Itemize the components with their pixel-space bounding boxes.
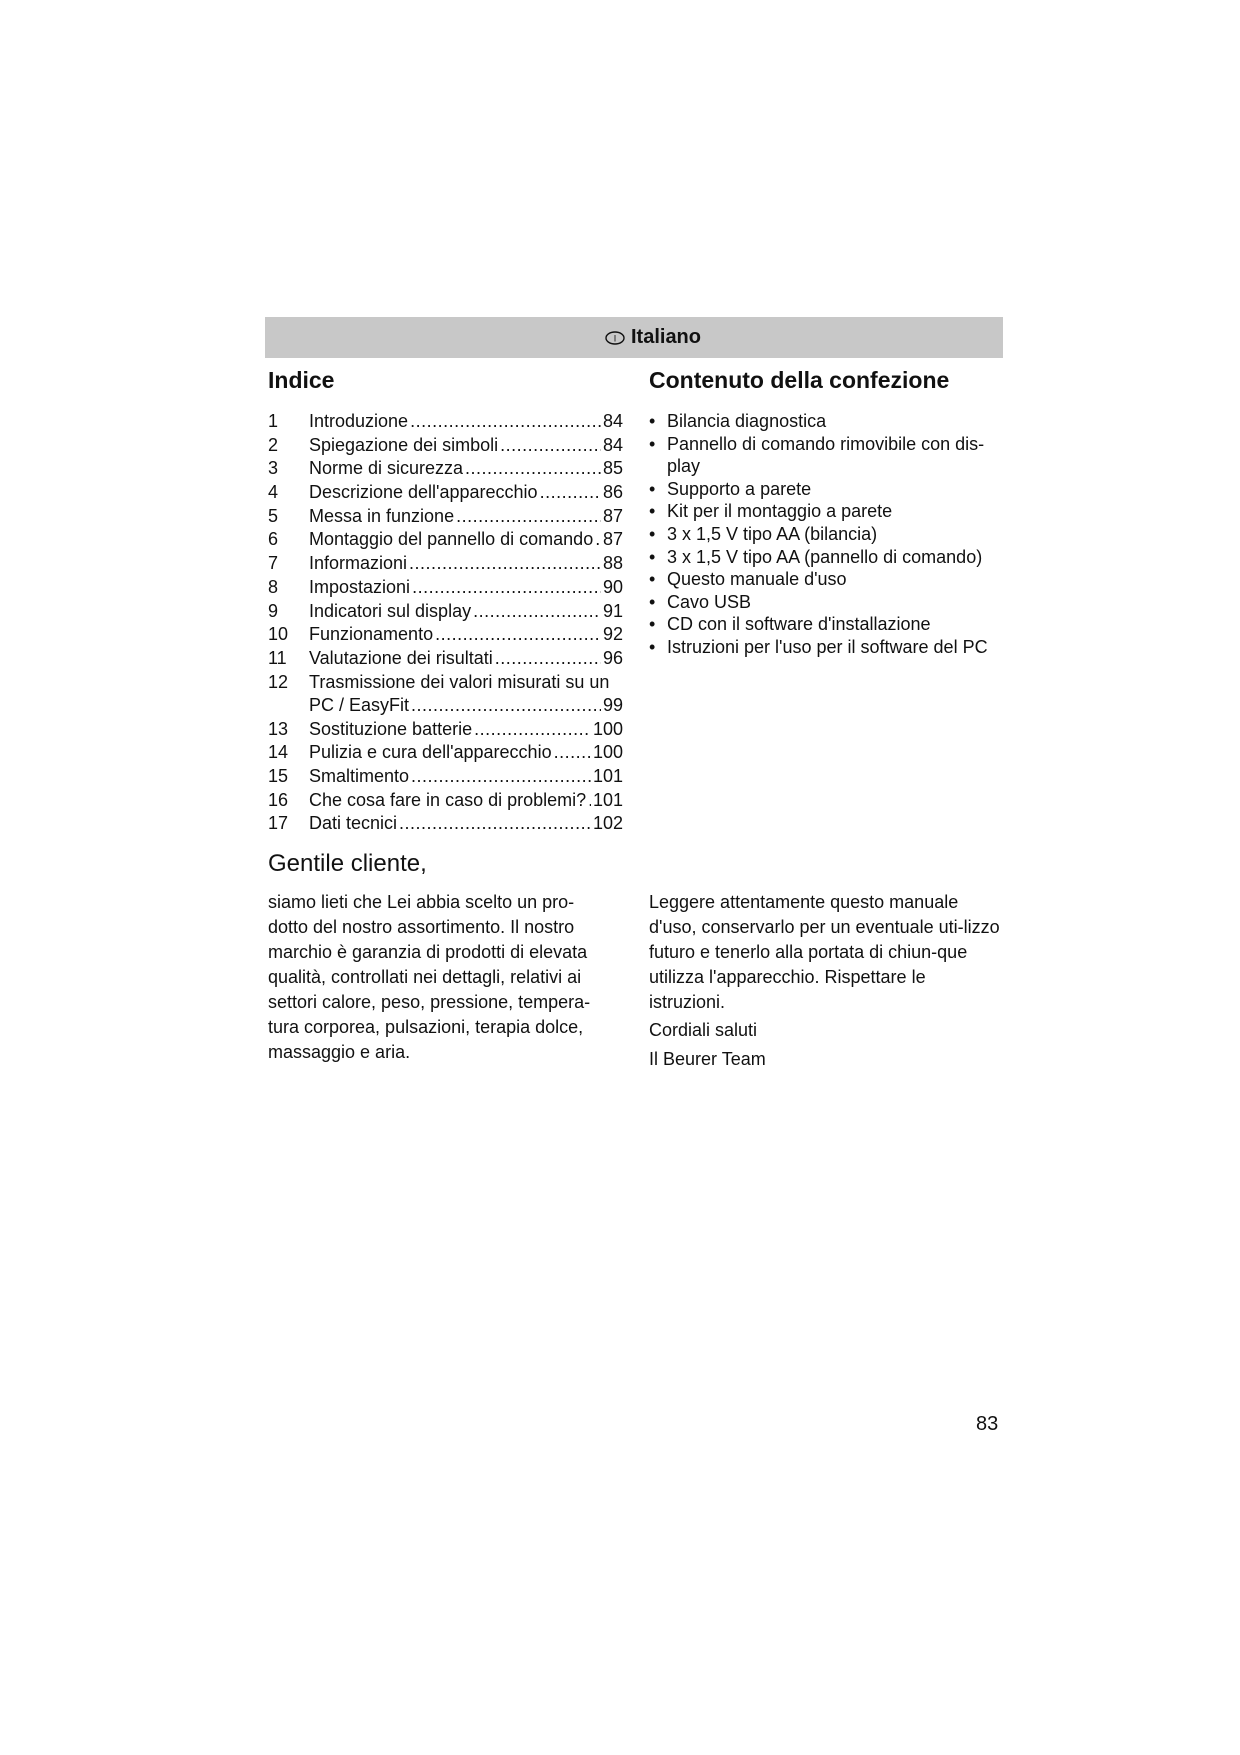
toc-dot-leader	[588, 789, 591, 813]
country-code-oval-icon	[605, 331, 625, 345]
toc-entry-number: 9	[268, 600, 279, 621]
signature: Il Beurer Team	[649, 1049, 766, 1069]
package-item: • Istruzioni per l'uso per il software del PC	[649, 636, 1004, 659]
toc-entry-number: 13	[268, 718, 289, 739]
toc-entry-title: Norme di sicurezza	[309, 458, 464, 479]
toc-entry	[268, 600, 623, 624]
toc-entry-title: Indicatori sul display	[309, 600, 472, 621]
toc-entry-number: 2	[268, 434, 279, 455]
package-item: • 3 x 1,5 V tipo AA (bilancia)	[649, 523, 1004, 546]
package-item: • 3 x 1,5 V tipo AA (pannello di comando)	[649, 546, 1004, 569]
toc-dot-leader	[456, 505, 601, 529]
toc-dot-leader	[500, 434, 601, 458]
toc-entry	[268, 528, 623, 552]
toc-entry-title: Che cosa fare in caso di problemi?	[309, 789, 587, 810]
toc-entry-number: 6	[268, 529, 279, 550]
toc-entry	[268, 789, 623, 813]
instructions-paragraph: Leggere attentamente questo manuale d'uso, conservarlo per un eventuale uti-lizzo futuro e tenerlo alla portata di chiun-que utilizza l'apparecchio. Rispettare le istruzioni.	[649, 892, 1000, 1012]
toc-dot-leader	[540, 481, 601, 505]
toc-entry-title: PC / EasyFit	[309, 695, 410, 716]
toc-entry-page: 85	[602, 458, 623, 479]
toc-entry	[268, 741, 623, 765]
toc-entry-number: 11	[268, 647, 287, 668]
toc-entry-title: Spiegazione dei simboli	[309, 434, 499, 455]
toc-entry-title: Messa in funzione	[309, 505, 455, 526]
toc-entry-number: 17	[268, 813, 289, 834]
package-item: • CD con il software d'installazione	[649, 613, 1004, 636]
toc-entry-page: 100	[592, 718, 623, 739]
toc-entry	[268, 623, 623, 647]
toc-entry-page: 84	[602, 411, 623, 431]
toc-entry-title: Informazioni	[309, 553, 408, 574]
toc-dot-leader	[435, 623, 601, 647]
language-header	[605, 326, 701, 349]
toc-title: Indice	[268, 367, 335, 393]
toc-entry-number: 12	[268, 671, 289, 692]
toc-entry-page: 102	[592, 813, 623, 834]
toc-dot-leader	[409, 552, 601, 576]
toc-entry	[268, 718, 623, 742]
toc-entry	[268, 765, 623, 789]
toc-entry	[268, 434, 623, 458]
toc-dot-leader	[473, 600, 601, 624]
toc-entry-number: 15	[268, 765, 289, 786]
package-contents-list	[649, 410, 1004, 659]
toc-entry-page: 84	[602, 434, 623, 455]
toc-dot-leader	[554, 741, 591, 765]
table-of-contents	[268, 410, 623, 836]
toc-entry-number: 7	[268, 553, 279, 574]
toc-entry-title: Sostituzione batterie	[309, 718, 473, 739]
toc-dot-leader	[412, 576, 601, 600]
toc-dot-leader	[411, 765, 591, 789]
toc-entry-page: 88	[602, 553, 623, 574]
toc-dot-leader	[474, 718, 591, 742]
toc-entry-page: 86	[602, 482, 623, 503]
toc-entry-page: 92	[602, 624, 623, 645]
package-item: • Questo manuale d'uso	[649, 568, 1004, 591]
toc-entry-title: Impostazioni	[309, 576, 411, 597]
toc-entry-number: 4	[268, 482, 279, 503]
toc-entry-title: Valutazione dei risultati	[309, 647, 493, 668]
toc-entry	[268, 647, 623, 671]
toc-entry-page: 96	[602, 647, 623, 668]
toc-entry	[268, 671, 623, 718]
toc-entry-page: 100	[592, 742, 623, 763]
toc-dot-leader	[399, 812, 591, 836]
package-item: • Pannello di comando rimovibile con dis-play	[649, 433, 1004, 478]
toc-entry-number: 3	[268, 458, 279, 479]
toc-entry	[268, 505, 623, 529]
package-contents-title: Contenuto della confezione	[649, 367, 950, 393]
toc-entry	[268, 457, 623, 481]
toc-entry-title: Dati tecnici	[309, 813, 398, 834]
language-header-bar	[265, 317, 1003, 358]
intro-paragraph: siamo lieti che Lei abbia scelto un pro-dotto del nostro assortimento. Il nostro marchio è garanzia di prodotti di elevata qualità, controllati nei dettagli, relativi ai settori calore, peso, pressione, tempera-tura corporea, pulsazioni, terapia dolce, massaggio e aria.	[268, 892, 591, 1062]
toc-entry-page: 90	[602, 576, 623, 597]
toc-entry-title: Descrizione dell'apparecchio	[309, 482, 538, 503]
language-label: Italiano	[630, 326, 701, 348]
package-item: • Kit per il montaggio a parete	[649, 500, 1004, 523]
toc-entry-title: Smaltimento	[309, 765, 410, 786]
toc-entry-number: 5	[268, 505, 279, 526]
package-item: • Cavo USB	[649, 591, 1004, 614]
page-number: 83	[976, 1413, 999, 1435]
toc-entry-number: 14	[268, 742, 289, 763]
toc-entry	[268, 812, 623, 836]
toc-entry-number: 16	[268, 789, 289, 810]
toc-entry	[268, 410, 623, 434]
toc-entry-title: Funzionamento	[309, 624, 434, 645]
toc-entry-title: Introduzione	[309, 411, 409, 431]
toc-entry	[268, 552, 623, 576]
closing-text: Cordiali saluti	[649, 1020, 758, 1040]
toc-dot-leader	[465, 457, 601, 481]
toc-dot-leader	[595, 528, 601, 552]
svg-text:I: I	[613, 333, 617, 343]
package-item: • Bilancia diagnostica	[649, 410, 1004, 433]
toc-dot-leader	[411, 694, 601, 718]
toc-entry-page: 99	[602, 695, 623, 716]
toc-entry-number: 10	[268, 624, 289, 645]
greeting-title: Gentile cliente,	[268, 850, 427, 877]
toc-entry-title: Trasmissione dei valori misurati su un	[309, 671, 610, 692]
toc-entry	[268, 576, 623, 600]
toc-entry-title: Pulizia e cura dell'apparecchio	[309, 742, 552, 763]
toc-dot-leader	[495, 647, 601, 671]
toc-entry-page: 101	[592, 789, 623, 810]
toc-entry-title: Montaggio del pannello di comando	[309, 529, 594, 550]
toc-entry-number: 8	[268, 576, 279, 597]
toc-entry-page: 87	[602, 529, 623, 550]
toc-entry-number: 1	[268, 411, 279, 431]
toc-entry-page: 91	[602, 600, 623, 621]
toc-entry-page: 101	[592, 765, 623, 786]
toc-entry	[268, 481, 623, 505]
toc-entry-page: 87	[602, 505, 623, 526]
toc-dot-leader	[410, 410, 601, 434]
package-item: • Supporto a parete	[649, 478, 1004, 501]
